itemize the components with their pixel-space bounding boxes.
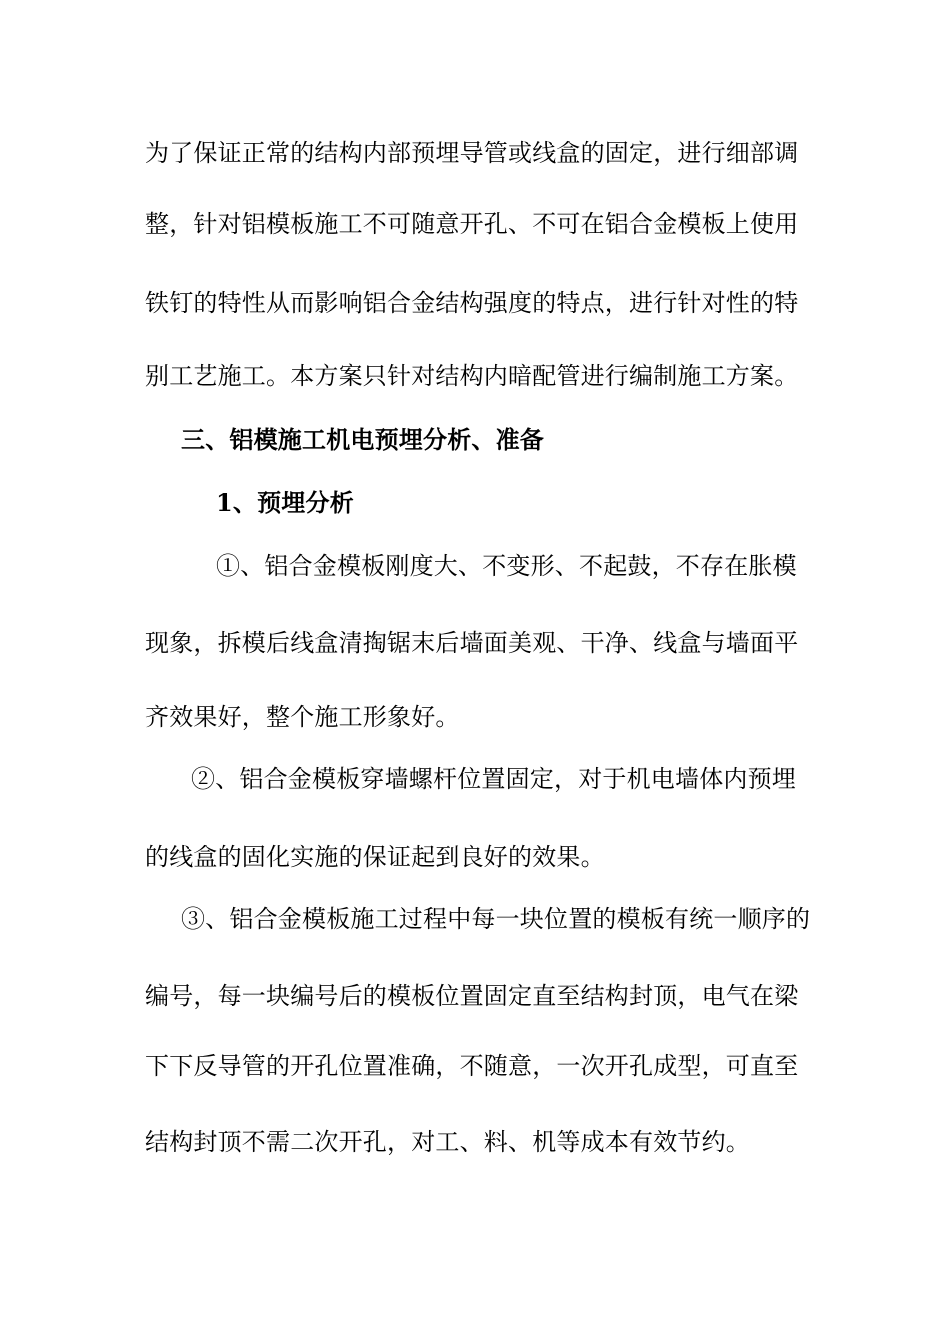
section-heading: 三、铝模施工机电预埋分析、准备 xyxy=(181,425,544,454)
item3-line: ③、铝合金模板施工过程中每一块位置的模板有统一顺序的 xyxy=(181,905,811,933)
intro-line: 为了保证正常的结构内部预埋导管或线盒的固定，进行细部调 xyxy=(145,139,799,167)
item1-line: 现象，拆模后线盒清掏锯末后墙面美观、干净、线盒与墙面平 xyxy=(145,629,799,657)
intro-line: 铁钉的特性从而影响铝合金结构强度的特点，进行针对性的特 xyxy=(145,289,799,317)
intro-line: 整，针对铝模板施工不可随意开孔、不可在铝合金模板上使用 xyxy=(145,210,799,238)
subsection-heading: 1、预埋分析 xyxy=(216,488,354,517)
item2-line: ②、铝合金模板穿墙螺杆位置固定，对于机电墙体内预埋 xyxy=(191,765,796,793)
item1-line: 齐效果好，整个施工形象好。 xyxy=(145,703,460,731)
item2-line: 的线盒的固化实施的保证起到良好的效果。 xyxy=(145,843,605,871)
item1-line: ①、铝合金模板刚度大、不变形、不起鼓，不存在胀模 xyxy=(216,552,797,580)
intro-line: 别工艺施工。本方案只针对结构内暗配管进行编制施工方案。 xyxy=(145,362,799,390)
item3-line: 结构封顶不需二次开孔，对工、料、机等成本有效节约。 xyxy=(145,1128,750,1156)
item3-line: 编号，每一块编号后的模板位置固定直至结构封顶，电气在梁 xyxy=(145,982,799,1010)
item3-line: 下下反导管的开孔位置准确，不随意，一次开孔成型，可直至 xyxy=(145,1052,799,1080)
